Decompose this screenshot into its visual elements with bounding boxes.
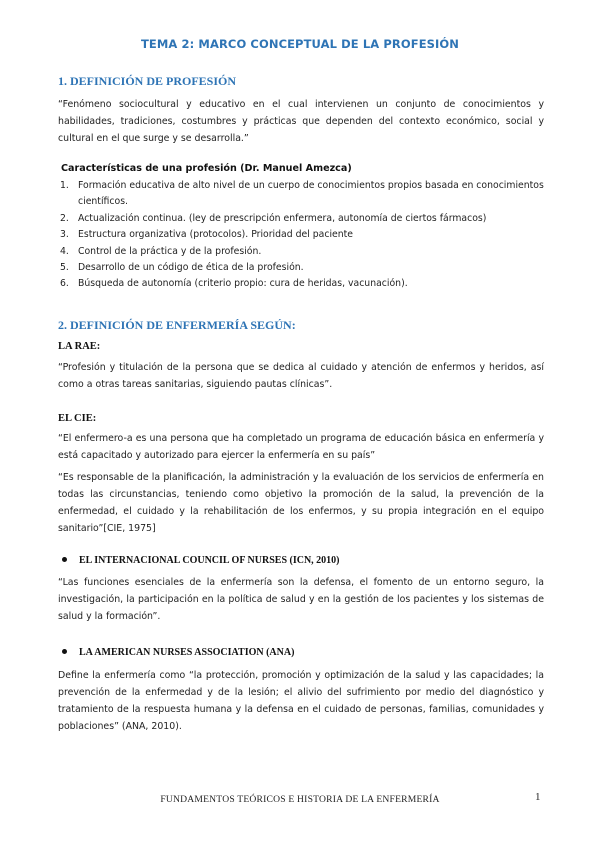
page-footer: FUNDAMENTOS TEÓRICOS E HISTORIA DE LA ENFERMERÍA [160, 794, 440, 805]
list-item-text: Desarrollo de un código de ética de la profesión. [78, 262, 304, 274]
list-item [58, 244, 544, 260]
page-title: TEMA 2: MARCO CONCEPTUAL DE LA PROFESIÓN [140, 37, 460, 51]
list-item [58, 178, 544, 211]
characteristics-list [58, 178, 544, 293]
cie-definition-2: “Es responsable de la planificación, la administración y la evaluación de los servicios de enfermería en todas las circunstancias, teniendo como objetivo la promoción de la salud, la prevención de la enfermedad, el cuidado y la rehabilitación de los enfermos, y su propia integración en el equipo sanitario”[CIE, 1975] [58, 472, 544, 534]
list-item-number: 2. [60, 212, 69, 224]
list-item [58, 211, 544, 227]
rae-heading: LA RAE: [58, 341, 101, 352]
cie-definition-1: “El enfermero-a es una persona que ha completado un programa de educación básica en enfermería y está capacitado y autorizado para ejercer la enfermería en su país” [58, 433, 544, 461]
list-item-number: 5. [60, 262, 69, 274]
icn-heading-text: EL INTERNACIONAL COUNCIL OF NURSES (ICN, 2010) [79, 555, 340, 566]
cie-heading: EL CIE: [58, 413, 97, 424]
list-item-text: Actualización continua. (ley de prescripción enfermera, autonomía de ciertos fármacos) [78, 212, 487, 224]
list-item-text: Formación educativa de alto nivel de un cuerpo de conocimientos propios basada en conocimientos científicos. [78, 180, 544, 208]
list-item-number: 6. [60, 278, 69, 290]
list-item [58, 227, 544, 243]
list-item-text: Control de la práctica y de la profesión. [78, 245, 262, 257]
section-2-heading: 2. DEFINICIÓN DE ENFERMERÍA SEGÚN: [58, 318, 296, 332]
bullet-icon [62, 557, 67, 562]
ana-heading-text: LA AMERICAN NURSES ASSOCIATION (ANA) [79, 647, 295, 658]
list-item-text: Búsqueda de autonomía (criterio propio: cura de heridas, vacunación). [78, 278, 408, 290]
icn-definition: “Las funciones esenciales de la enfermería son la defensa, el fomento de un entorno seguro, la investigación, la participación en la política de salud y en la gestión de los pacientes y los sistemas de salud y la formación”. [58, 577, 544, 622]
section-1-heading: 1. DEFINICIÓN DE PROFESIÓN [58, 74, 237, 88]
ana-heading [62, 647, 294, 658]
ana-definition: Define la enfermería como “la protección, promoción y optimización de la salud y las capacidades; la prevención de la enfermedad y de la lesión; el alivio del sufrimiento por medio del diagnóstico y tratamiento de la respuesta humana y la defensa en el cuidado de personas, familias, comunidades y poblaciones” (ANA, 2010). [58, 670, 544, 732]
list-item [58, 276, 544, 292]
profession-definition-quote: “Fenómeno sociocultural y educativo en el cual intervienen un conjunto de conocimientos y habilidades, tradiciones, costumbres y prácticas que dependen del contexto económico, social y cultural en el que surge y se desarrolla.” [58, 99, 544, 144]
list-item-number: 1. [60, 180, 69, 191]
list-item-text: Estructura organizativa (protocolos). Prioridad del paciente [78, 229, 354, 241]
bullet-icon [62, 649, 67, 654]
list-item-number: 3. [60, 229, 69, 241]
characteristics-heading: Características de una profesión (Dr. Manuel Amezca) [61, 163, 352, 174]
rae-definition: “Profesión y titulación de la persona que se dedica al cuidado y atención de enfermos y heridos, así como a otras tareas sanitarias, siguiendo pautas clínicas”. [58, 362, 544, 390]
list-item [58, 260, 544, 276]
icn-heading [62, 555, 340, 566]
page-number: 1 [535, 791, 541, 803]
list-item-number: 4. [60, 245, 69, 257]
